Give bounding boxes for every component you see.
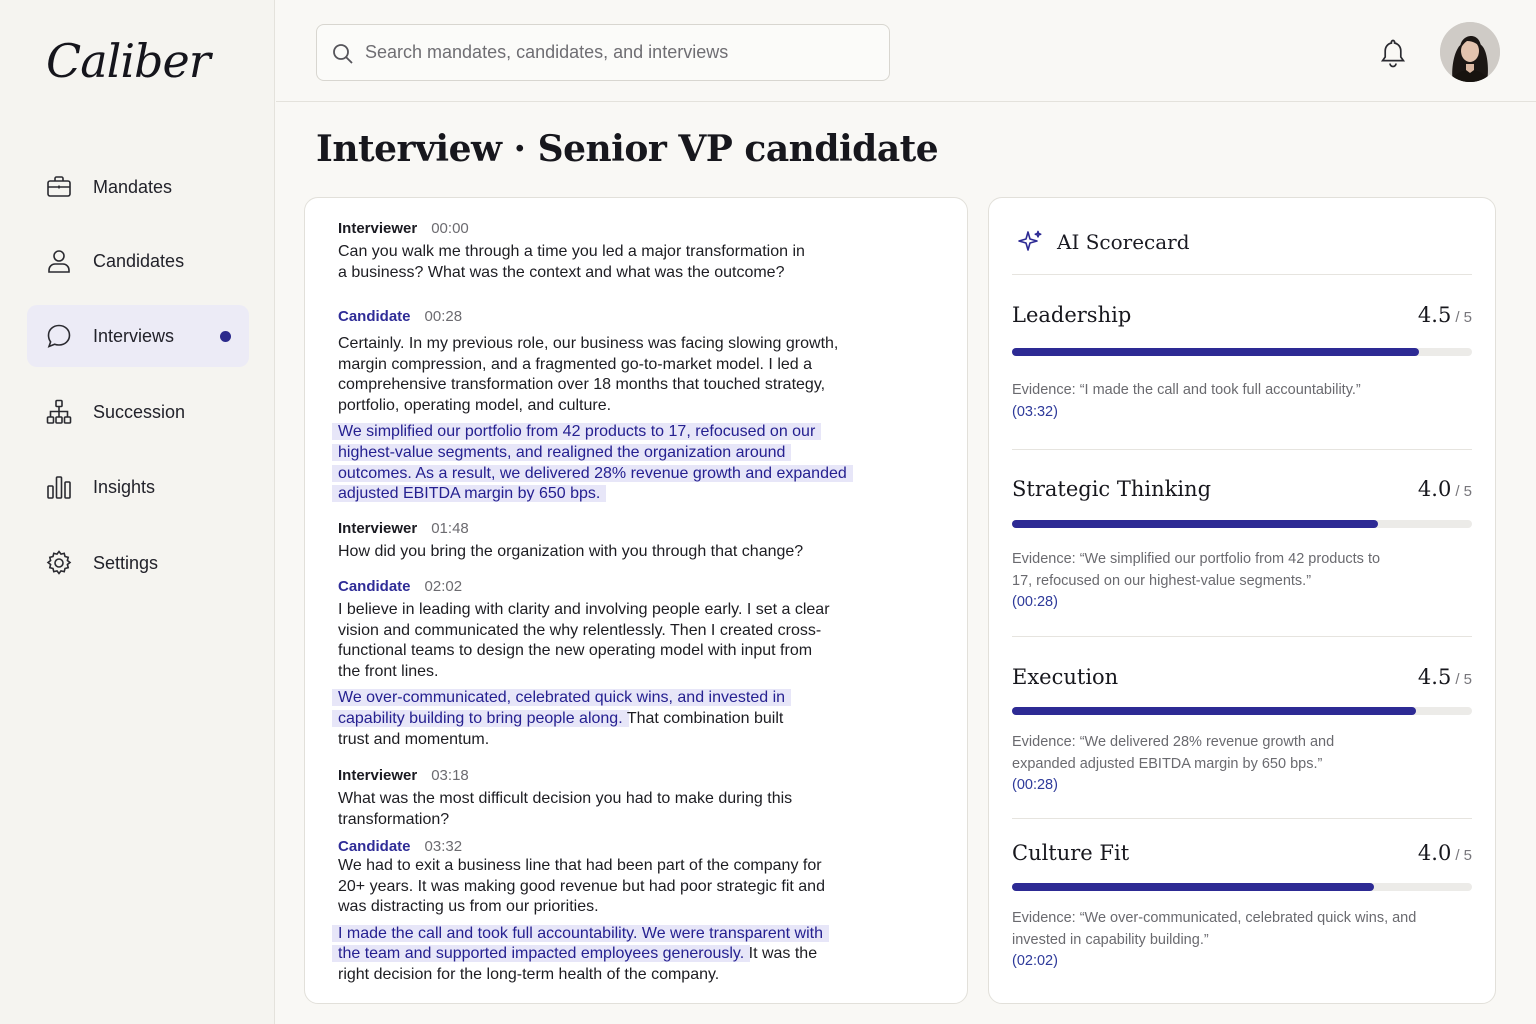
transcript-turn [338,308,878,505]
transcript-turn [338,838,878,986]
divider [1012,449,1472,450]
utterance-text: Certainly. In my previous role, our business was facing slowing growth, margin compression, and a fragmented go-to-market model. I led a comprehensive transformation over 18 months that touched strategy, portfolio, operating model, and culture. [338,335,839,414]
turn-timestamp[interactable]: 01:48 [431,520,469,537]
metric-leadership [1012,303,1472,428]
speaker-label: Candidate [338,838,411,855]
sidebar-item-label: Settings [93,552,159,573]
search-icon [331,42,355,66]
utterance-continuation: It was the right decision for the long-term health of the company. [338,945,818,983]
speaker-label: Interviewer [338,767,418,784]
sidebar-item-label: Candidates [93,250,185,271]
evidence-timestamp-link[interactable]: (03:32) [1012,404,1058,420]
top-bar [276,0,1536,102]
chat-bubble-icon [45,322,73,350]
score-bar-fill [1012,348,1419,356]
metric-score: 4.0 / 5 [1417,477,1472,501]
evidence-timestamp-link[interactable]: (02:02) [1012,953,1058,969]
transcript-turn [338,520,878,563]
metric-name: Execution [1012,665,1119,689]
evidence-text: Evidence: “I made the call and took full accountability.” [1012,382,1361,398]
sidebar-item-label: Interviews [93,325,175,346]
search-input[interactable] [365,25,875,80]
turn-timestamp[interactable]: 00:28 [424,308,463,325]
score-bar [1012,348,1472,356]
bar-chart-icon [45,473,73,501]
transcript-turn [338,767,878,830]
metric-score: 4.5 / 5 [1417,665,1472,689]
evidence-timestamp-link[interactable]: (00:28) [1012,594,1058,610]
utterance-continuation: That combination built trust and momentum. [338,709,784,748]
divider [1012,636,1472,637]
scorecard-title: AI Scorecard [1057,230,1190,254]
app-logo[interactable]: Caliber [46,34,210,88]
turn-timestamp[interactable]: 03:18 [431,767,469,784]
score-bar-fill [1012,520,1378,528]
turn-timestamp[interactable]: 00:00 [431,220,469,237]
search-box[interactable] [316,24,890,81]
score-bar [1012,520,1472,528]
evidence-text: Evidence: “We over-communicated, celebrated quick wins, and invested in capability building.” [1012,910,1417,948]
sidebar-item-succession[interactable] [27,381,249,443]
utterance-text: How did you bring the organization with you through that change? [338,543,804,560]
briefcase-icon [45,173,73,201]
sidebar-item-interviews[interactable] [27,305,249,367]
turn-timestamp[interactable]: 03:32 [424,838,463,855]
evidence-text: Evidence: “We simplified our portfolio from 42 products to 17, refocused on our highest-value segments.” [1012,551,1381,589]
user-avatar[interactable] [1440,22,1500,82]
scorecard-header [1017,226,1190,258]
sidebar-item-settings[interactable] [27,532,249,594]
metric-name: Leadership [1012,303,1132,327]
metric-score: 4.0 / 5 [1417,841,1472,865]
score-bar [1012,883,1472,891]
utterance-text: I believe in leading with clarity and involving people early. I set a clear vision and communicated the why relentlessly. Then I created cross-functional teams to design the new operating model with input from the front lines. [338,601,830,680]
transcript-panel [304,197,968,1004]
sidebar [0,0,275,1024]
evidence-text: Evidence: “We delivered 28% revenue growth and expanded adjusted EBITDA margin by 650 bps.” [1012,734,1335,772]
speaker-label: Interviewer [338,220,418,237]
highlighted-quote: We simplified our portfolio from 42 products to 17, refocused on our highest-value segments, and realigned the organization around outcomes. As a result, we delivered 28% revenue growth and expanded adjusted EBITDA margin by 650 bps. [332,423,853,502]
utterance-text: We had to exit a business line that had been part of the company for 20+ years. It was making good revenue but had poor strategic fit and was distracting us from our priorities. [338,857,825,916]
divider [1012,274,1472,275]
sidebar-item-mandates[interactable] [27,156,249,218]
metric-name: Strategic Thinking [1012,477,1212,501]
highlighted-quote: We over-communicated, celebrated quick wins, and invested in capability building to bring people along. [332,689,791,727]
sidebar-item-label: Succession [93,401,186,422]
metric-culture-fit [1012,841,1472,981]
divider [1012,818,1472,819]
speaker-label: Candidate [338,308,411,325]
metric-strategic-thinking [1012,477,1472,617]
highlighted-quote: I made the call and took full accountability. We were transparent with the team and supported impacted employees generously. [332,925,829,963]
metric-name: Culture Fit [1012,841,1130,865]
ai-scorecard-panel [988,197,1496,1004]
transcript-turn [338,220,878,283]
score-bar-fill [1012,883,1374,891]
utterance-text: What was the most difficult decision you had to make during this transformation? [338,790,793,828]
sidebar-item-label: Insights [93,476,156,497]
page-title: Interview · Senior VP candidate [316,128,939,170]
score-bar-fill [1012,707,1416,715]
evidence-timestamp-link[interactable]: (00:28) [1012,777,1058,793]
person-icon [45,247,73,275]
metric-execution [1012,665,1472,805]
active-indicator-dot [220,331,231,342]
speaker-label: Interviewer [338,520,418,537]
score-bar [1012,707,1472,715]
gear-icon [45,549,73,577]
metric-score: 4.5 / 5 [1417,303,1472,327]
org-chart-icon [45,398,73,426]
sparkle-icon [1017,229,1043,255]
utterance-text: Can you walk me through a time you led a major transformation in a business? What was the context and what was the outcome? [338,243,805,281]
speaker-label: Candidate [338,578,411,595]
transcript-turn [338,578,878,750]
sidebar-item-candidates[interactable] [27,230,249,292]
sidebar-item-insights[interactable] [27,456,249,518]
sidebar-item-label: Mandates [93,176,173,197]
notification-bell-icon[interactable] [1376,36,1410,70]
turn-timestamp[interactable]: 02:02 [424,578,463,595]
avatar-portrait-icon [1440,22,1500,82]
